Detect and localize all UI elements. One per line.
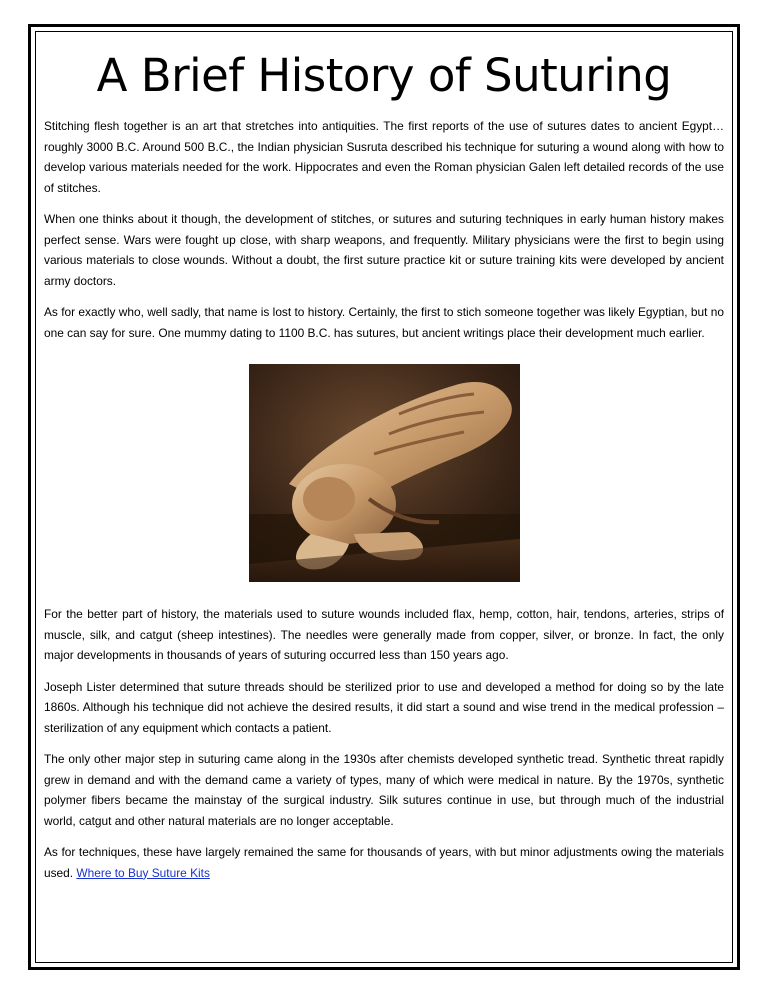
document-body [44, 36, 724, 883]
paragraph-military: When one thinks about it though, the development of stitches, or sutures and suturing techniques in early human history makes perfect sense. Wars were fought up close, with sharp weapons, and frequently. Military physicians were the first to begin using various materials to close wounds. Without a doubt, the first suture practice kit or suture training kits were developed by ancient army doctors. [44, 212, 724, 288]
paragraph-lister: Joseph Lister determined that suture threads should be sterilized prior to use and developed a method for doing so by the late 1860s. Although his technique did not achieve the desired results, it did start a sound and wise trend in the medical profession – sterilization of any equipment which contacts a patient. [44, 679, 724, 735]
mummy-photo [249, 364, 520, 582]
paragraph-synthetic: The only other major step in suturing came along in the 1930s after chemists developed synthetic tread. Synthetic threat rapidly grew in demand and with the demand came a variety of types, many of which were medical in nature. By the 1970s, synthetic polymer fibers became the mainstay of the surgical industry. Silk sutures continue in use, but through much of the industrial world, catgut and other natural materials are no longer acceptable. [44, 752, 724, 828]
paragraph-techniques [44, 842, 724, 883]
paragraph-egypt: As for exactly who, well sadly, that name is lost to history. Certainly, the first to stich someone together was likely Egyptian, but no one can say for sure. One mummy dating to 1100 B.C. has sutures, but ancient writings place their development much earlier. [44, 305, 724, 340]
page-title: A Brief History of Suturing [96, 49, 672, 102]
suture-kits-link[interactable]: Where to Buy Suture Kits [76, 865, 210, 880]
paragraph-materials: For the better part of history, the materials used to suture wounds included flax, hemp, cotton, hair, tendons, arteries, strips of muscle, silk, and catgut (sheep intestines). The needles were generally made from copper, silver, or bronze. In fact, the only major developments in thousands of years of suturing occurred less than 150 years ago. [44, 607, 724, 662]
techniques-text: As for techniques, these have largely remained the same for thousands of years, with but minor adjustments owing the materials used. [44, 845, 724, 880]
paragraph-origins: Stitching flesh together is an art that stretches into antiquities. The first reports of the use of sutures dates to ancient Egypt…roughly 3000 B.C. Around 500 B.C., the Indian physician Susruta described his technique for suturing a wound along with how to develop various materials needed for the work. Hippocrates and even the Roman physician Galen left detailed records of the use of stitches. [44, 119, 724, 195]
